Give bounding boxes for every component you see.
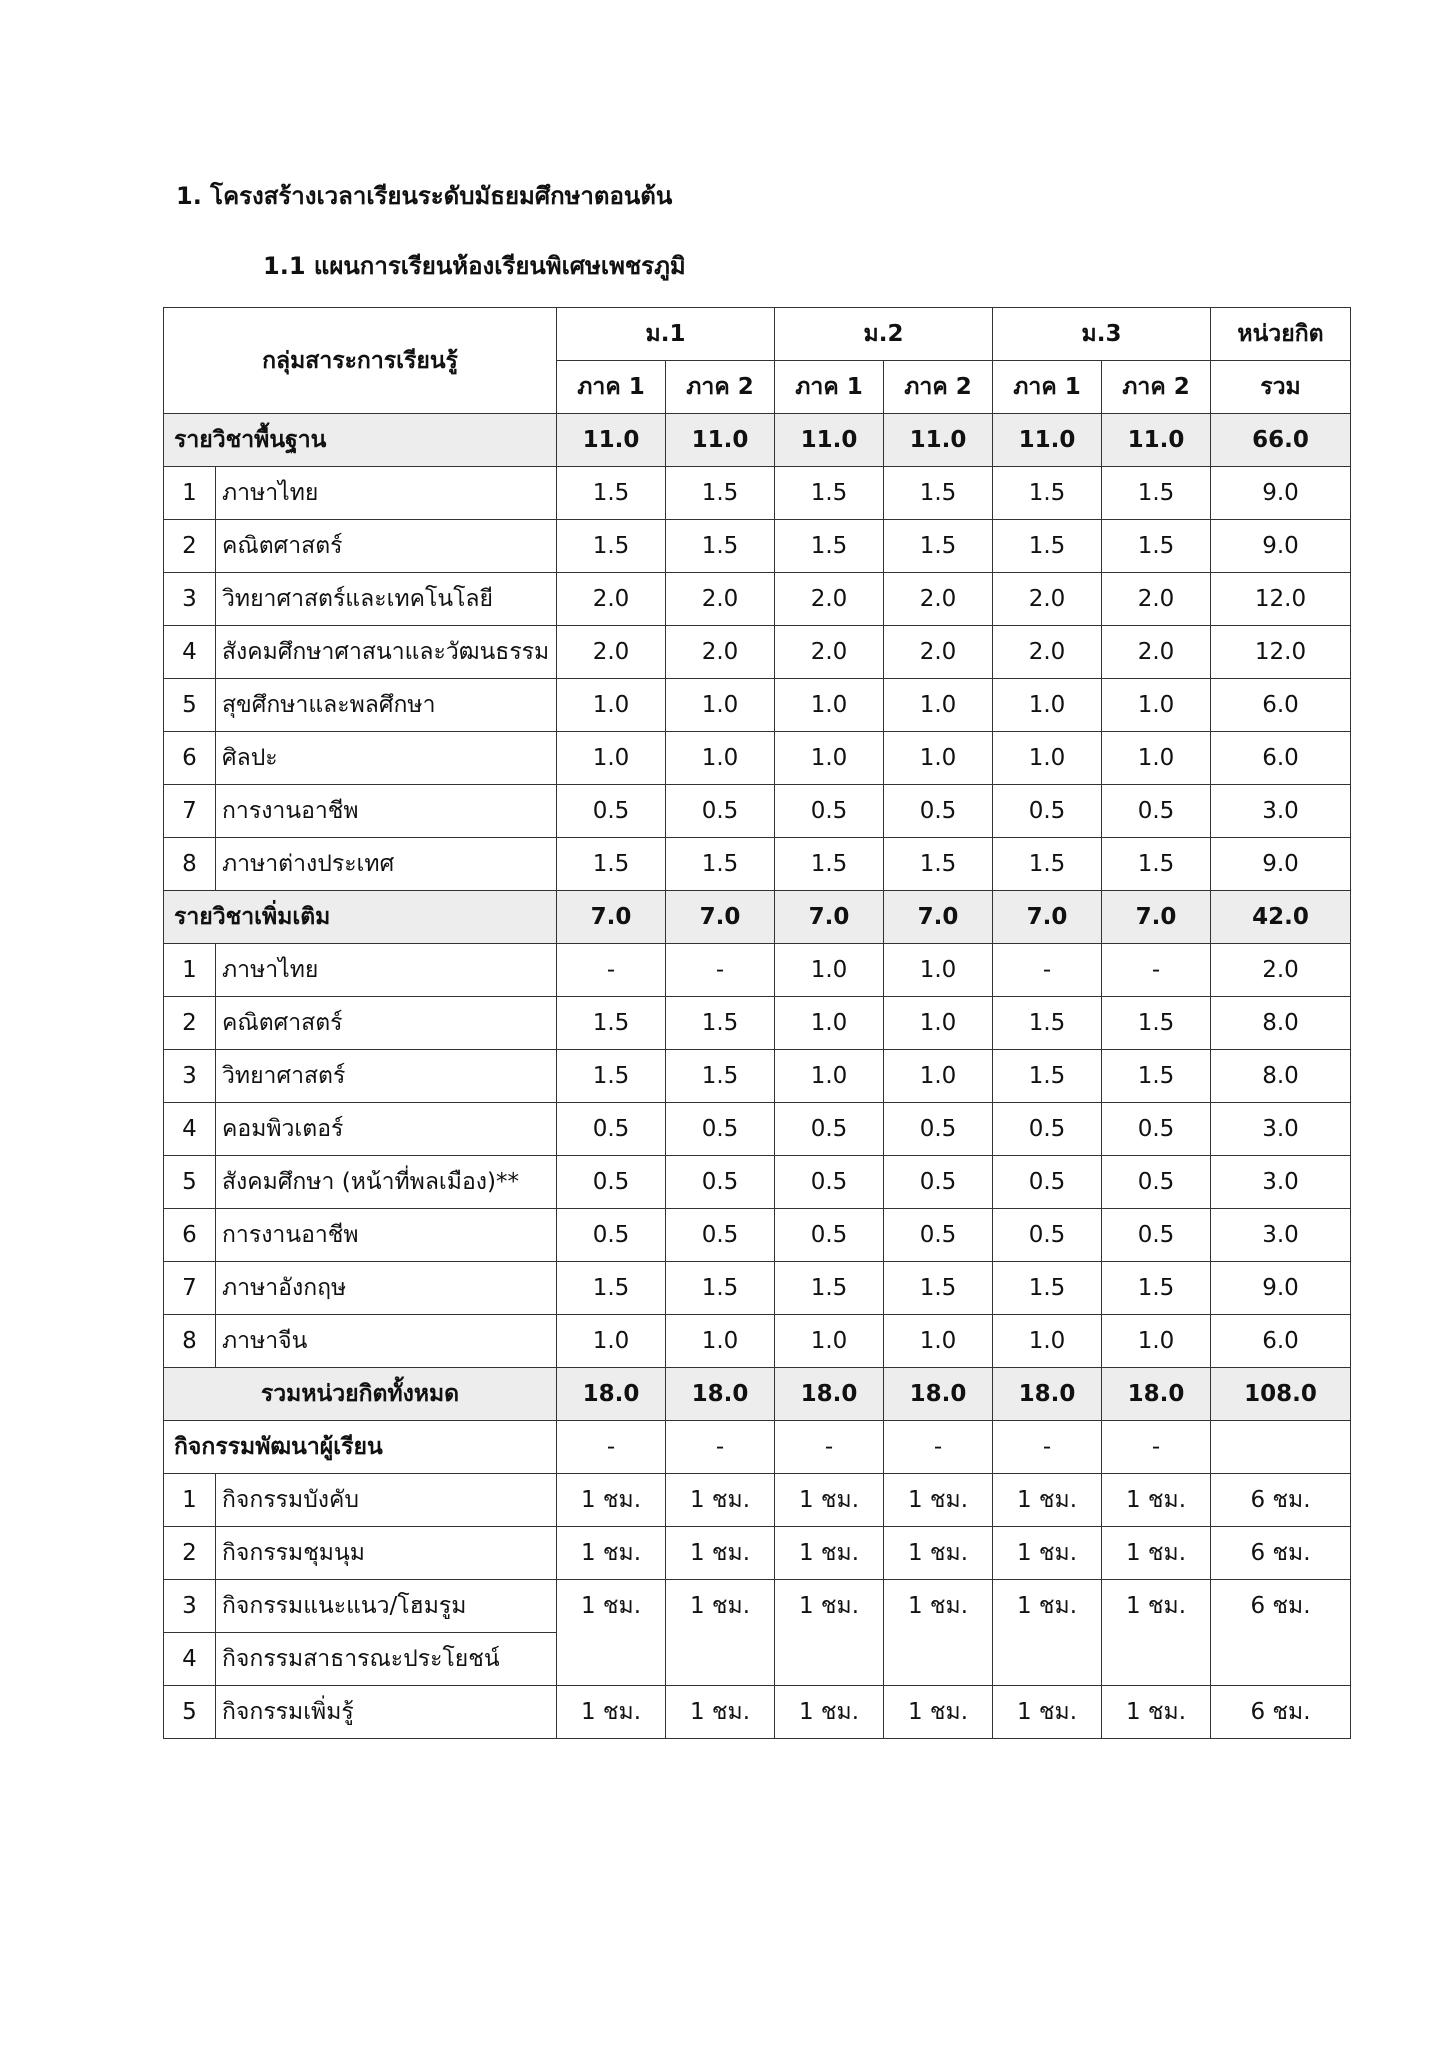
credit-cell: 6 ชม. [1211, 1527, 1351, 1580]
activities-row [164, 1421, 1351, 1474]
subsection-heading: 1.1 แผนการเรียนห้องเรียนพิเศษเพชรภูมิ [263, 252, 686, 280]
credit-cell: 1.0 [993, 679, 1102, 732]
row-number: 5 [164, 679, 216, 732]
credit-cell: 1.0 [884, 1315, 993, 1368]
credit-cell: 0.5 [1102, 785, 1211, 838]
subject-name: ภาษาไทย [216, 944, 557, 997]
row-number: 3 [164, 1050, 216, 1103]
table-row [164, 679, 1351, 732]
credit-cell: 1.5 [775, 1262, 884, 1315]
credit-cell: 11.0 [557, 414, 666, 467]
credit-cell: - [666, 1421, 775, 1474]
credit-cell: 1.0 [775, 1050, 884, 1103]
row-number: 2 [164, 997, 216, 1050]
credit-cell: 1.5 [884, 838, 993, 891]
credit-cell: 11.0 [993, 414, 1102, 467]
credit-cell: 11.0 [884, 414, 993, 467]
row-number: 6 [164, 732, 216, 785]
credit-cell: 1.0 [666, 732, 775, 785]
credit-cell: 2.0 [993, 573, 1102, 626]
row-number: 1 [164, 944, 216, 997]
credit-cell: 1.5 [666, 838, 775, 891]
credit-cell: 1.0 [993, 1315, 1102, 1368]
table-row [164, 732, 1351, 785]
credit-cell: 1.0 [557, 732, 666, 785]
credit-cell: 7.0 [666, 891, 775, 944]
subject-name: ภาษาอังกฤษ [216, 1262, 557, 1315]
credit-cell: 1 ชม. [884, 1527, 993, 1580]
credit-cell: 0.5 [666, 785, 775, 838]
credit-cell: 0.5 [557, 1156, 666, 1209]
credit-cell: 1.0 [884, 944, 993, 997]
credit-cell: 66.0 [1211, 414, 1351, 467]
credit-cell: 1.0 [775, 944, 884, 997]
credit-cell: 0.5 [1102, 1156, 1211, 1209]
table-row [164, 1209, 1351, 1262]
credit-cell: 1.5 [775, 467, 884, 520]
credit-cell: 1.5 [666, 520, 775, 573]
credit-cell: 1 ชม. [993, 1527, 1102, 1580]
credit-cell: 1.5 [993, 838, 1102, 891]
row-number: 4 [164, 1103, 216, 1156]
credit-cell: - [557, 1421, 666, 1474]
credit-cell: 6.0 [1211, 1315, 1351, 1368]
credit-cell: 9.0 [1211, 467, 1351, 520]
row-number: 7 [164, 785, 216, 838]
credit-cell: 1.5 [666, 467, 775, 520]
curriculum-table [163, 307, 1351, 1739]
credit-cell: 1.0 [775, 732, 884, 785]
credit-cell: 108.0 [1211, 1368, 1351, 1421]
credit-cell: - [557, 944, 666, 997]
table-row [164, 573, 1351, 626]
credit-cell: 18.0 [666, 1368, 775, 1421]
credit-cell: 0.5 [884, 1156, 993, 1209]
credit-cell: 1 ชม. [775, 1474, 884, 1527]
credit-cell: 1.0 [775, 679, 884, 732]
subject-name: กิจกรรมเพิ่มรู้ [216, 1686, 557, 1739]
credit-cell: 12.0 [1211, 573, 1351, 626]
credit-cell: 1.5 [1102, 838, 1211, 891]
credit-cell: 0.5 [993, 1209, 1102, 1262]
subject-name: สังคมศึกษา (หน้าที่พลเมือง)** [216, 1156, 557, 1209]
term-header: ภาค 1 [557, 361, 666, 414]
section-heading: 1. โครงสร้างเวลาเรียนระดับมัธยมศึกษาตอนต้น [176, 182, 673, 210]
credit-cell: 7.0 [1102, 891, 1211, 944]
credit-cell: 2.0 [1102, 573, 1211, 626]
credit-cell: 1.5 [557, 997, 666, 1050]
credit-cell: 9.0 [1211, 520, 1351, 573]
credit-cell: - [775, 1421, 884, 1474]
grade-header: ม.1 [557, 308, 775, 361]
credit-cell: 1.0 [884, 1050, 993, 1103]
table-row [164, 838, 1351, 891]
credit-cell: 2.0 [557, 573, 666, 626]
credit-cell: 2.0 [993, 626, 1102, 679]
credit-cell: - [993, 1421, 1102, 1474]
subject-name: ภาษาจีน [216, 1315, 557, 1368]
section-label: กิจกรรมพัฒนาผู้เรียน [164, 1421, 557, 1474]
credit-cell: 1 ชม. [666, 1474, 775, 1527]
credit-cell: 1.5 [666, 1262, 775, 1315]
credit-cell: 1 ชม. [557, 1527, 666, 1580]
basic-subjects-row [164, 414, 1351, 467]
table-row [164, 1580, 1351, 1633]
credit-cell [1211, 1421, 1351, 1474]
credit-cell: 1.0 [1102, 679, 1211, 732]
credit-cell: 1.5 [884, 467, 993, 520]
credit-cell: - [1102, 944, 1211, 997]
row-number: 2 [164, 520, 216, 573]
credit-cell: 7.0 [884, 891, 993, 944]
credit-cell: 18.0 [557, 1368, 666, 1421]
curriculum-table-body [164, 308, 1351, 1739]
credit-cell: - [666, 944, 775, 997]
credit-cell: 1 ชม. [1102, 1580, 1211, 1686]
subject-name: ภาษาไทย [216, 467, 557, 520]
credit-cell: 1.5 [993, 997, 1102, 1050]
credit-cell: 1.5 [557, 520, 666, 573]
table-row [164, 1103, 1351, 1156]
credit-cell: 1.0 [1102, 1315, 1211, 1368]
credit-cell: 0.5 [666, 1209, 775, 1262]
credit-cell: 3.0 [1211, 785, 1351, 838]
total-credit-header-line1: หน่วยกิต [1211, 308, 1351, 361]
credit-cell: 1 ชม. [775, 1580, 884, 1686]
credit-cell: 1.5 [775, 838, 884, 891]
credit-cell: 1.0 [1102, 732, 1211, 785]
credit-cell: 2.0 [666, 626, 775, 679]
row-number: 3 [164, 1580, 216, 1633]
credit-cell: 3.0 [1211, 1156, 1351, 1209]
subject-name: กิจกรรมชุมนุม [216, 1527, 557, 1580]
credit-cell: 1.5 [993, 467, 1102, 520]
subject-name: การงานอาชีพ [216, 1209, 557, 1262]
credit-cell: 2.0 [884, 626, 993, 679]
grade-header: ม.3 [993, 308, 1211, 361]
credit-cell: 1 ชม. [666, 1527, 775, 1580]
credit-cell: 1.0 [993, 732, 1102, 785]
table-row [164, 1050, 1351, 1103]
table-row [164, 1156, 1351, 1209]
term-header: ภาค 1 [993, 361, 1102, 414]
credit-cell: 0.5 [775, 1103, 884, 1156]
credit-cell: 6 ชม. [1211, 1580, 1351, 1686]
credit-cell: 1.5 [1102, 997, 1211, 1050]
credit-cell: 11.0 [1102, 414, 1211, 467]
credit-cell: 0.5 [666, 1103, 775, 1156]
credit-cell: 0.5 [884, 1209, 993, 1262]
credit-cell: 2.0 [666, 573, 775, 626]
credit-cell: 18.0 [775, 1368, 884, 1421]
credit-cell: 1 ชม. [666, 1686, 775, 1739]
credit-cell: 1 ชม. [884, 1686, 993, 1739]
credit-cell: 11.0 [775, 414, 884, 467]
credit-cell: 1.0 [666, 679, 775, 732]
credit-cell: 0.5 [557, 1103, 666, 1156]
credit-cell: 1 ชม. [557, 1474, 666, 1527]
table-row [164, 626, 1351, 679]
credit-cell: - [993, 944, 1102, 997]
credit-cell: 1.5 [775, 520, 884, 573]
credit-cell: 1 ชม. [1102, 1686, 1211, 1739]
subject-name: คณิตศาสตร์ [216, 997, 557, 1050]
credit-cell: - [884, 1421, 993, 1474]
credit-cell: 18.0 [993, 1368, 1102, 1421]
credit-cell: 1.5 [666, 1050, 775, 1103]
credit-cell: 1.5 [1102, 467, 1211, 520]
credit-cell: 1 ชม. [1102, 1527, 1211, 1580]
subject-name: กิจกรรมแนะแนว/โฮมรูม [216, 1580, 557, 1633]
credit-cell: 0.5 [884, 1103, 993, 1156]
row-number: 5 [164, 1686, 216, 1739]
credit-cell: 11.0 [666, 414, 775, 467]
term-header: ภาค 1 [775, 361, 884, 414]
total-credits-row [164, 1368, 1351, 1421]
row-number: 4 [164, 626, 216, 679]
credit-cell: 0.5 [775, 785, 884, 838]
credit-cell: 1.5 [993, 520, 1102, 573]
subject-name: คณิตศาสตร์ [216, 520, 557, 573]
credit-cell: 1.0 [884, 997, 993, 1050]
credit-cell: 1.5 [557, 838, 666, 891]
term-header: ภาค 2 [1102, 361, 1211, 414]
credit-cell: 8.0 [1211, 997, 1351, 1050]
credit-cell: 2.0 [884, 573, 993, 626]
table-row [164, 944, 1351, 997]
credit-cell: 7.0 [993, 891, 1102, 944]
table-row [164, 997, 1351, 1050]
credit-cell: 1 ชม. [775, 1527, 884, 1580]
credit-cell: 1.0 [666, 1315, 775, 1368]
credit-cell: 1 ชม. [557, 1686, 666, 1739]
credit-cell: 1.5 [884, 520, 993, 573]
credit-cell: 7.0 [775, 891, 884, 944]
subject-name: ศิลปะ [216, 732, 557, 785]
row-number: 1 [164, 467, 216, 520]
credit-cell: 1.5 [993, 1262, 1102, 1315]
section-label: รวมหน่วยกิตทั้งหมด [164, 1368, 557, 1421]
credit-cell: 3.0 [1211, 1209, 1351, 1262]
credit-cell: 6.0 [1211, 732, 1351, 785]
credit-cell: 1 ชม. [884, 1580, 993, 1686]
credit-cell: 2.0 [775, 573, 884, 626]
credit-cell: 1.0 [884, 679, 993, 732]
credit-cell: 1 ชม. [666, 1580, 775, 1686]
header-row-grades [164, 308, 1351, 361]
table-row [164, 1686, 1351, 1739]
total-credit-header-line2: รวม [1211, 361, 1351, 414]
table-row [164, 467, 1351, 520]
credit-cell: 1.5 [884, 1262, 993, 1315]
credit-cell: 8.0 [1211, 1050, 1351, 1103]
credit-cell: 1.0 [775, 1315, 884, 1368]
credit-cell: 9.0 [1211, 1262, 1351, 1315]
subject-name: กิจกรรมบังคับ [216, 1474, 557, 1527]
grade-header: ม.2 [775, 308, 993, 361]
credit-cell: 18.0 [884, 1368, 993, 1421]
credit-cell: 1.5 [557, 467, 666, 520]
additional-subjects-row [164, 891, 1351, 944]
row-number: 2 [164, 1527, 216, 1580]
row-number: 6 [164, 1209, 216, 1262]
credit-cell: 0.5 [1102, 1103, 1211, 1156]
credit-cell: 1 ชม. [775, 1686, 884, 1739]
credit-cell: 1.0 [884, 732, 993, 785]
table-row [164, 785, 1351, 838]
term-header: ภาค 2 [884, 361, 993, 414]
credit-cell: 12.0 [1211, 626, 1351, 679]
credit-cell: 1 ชม. [557, 1580, 666, 1686]
row-number: 5 [164, 1156, 216, 1209]
credit-cell: 9.0 [1211, 838, 1351, 891]
credit-cell: 42.0 [1211, 891, 1351, 944]
subject-name: วิทยาศาสตร์และเทคโนโลยี [216, 573, 557, 626]
credit-cell: 0.5 [884, 785, 993, 838]
row-number: 8 [164, 1315, 216, 1368]
row-number: 7 [164, 1262, 216, 1315]
credit-cell: 0.5 [557, 1209, 666, 1262]
credit-cell: 0.5 [775, 1209, 884, 1262]
row-number: 8 [164, 838, 216, 891]
credit-cell: 2.0 [775, 626, 884, 679]
credit-cell: 1 ชม. [884, 1474, 993, 1527]
section-label: รายวิชาเพิ่มเติม [164, 891, 557, 944]
credit-cell: 0.5 [993, 1156, 1102, 1209]
credit-cell: 6.0 [1211, 679, 1351, 732]
credit-cell: 18.0 [1102, 1368, 1211, 1421]
subject-name: การงานอาชีพ [216, 785, 557, 838]
credit-cell: 6 ชม. [1211, 1686, 1351, 1739]
credit-cell: 0.5 [666, 1156, 775, 1209]
credit-cell: 2.0 [1211, 944, 1351, 997]
row-number: 1 [164, 1474, 216, 1527]
section-label: รายวิชาพื้นฐาน [164, 414, 557, 467]
credit-cell: 1 ชม. [1102, 1474, 1211, 1527]
credit-cell: 1.0 [557, 679, 666, 732]
table-row [164, 1315, 1351, 1368]
table-row [164, 1527, 1351, 1580]
credit-cell: 2.0 [1102, 626, 1211, 679]
credit-cell: 1 ชม. [993, 1686, 1102, 1739]
credit-cell: 1 ชม. [993, 1580, 1102, 1686]
credit-cell: - [1102, 1421, 1211, 1474]
credit-cell: 0.5 [993, 1103, 1102, 1156]
subject-name: วิทยาศาสตร์ [216, 1050, 557, 1103]
credit-cell: 1.0 [775, 997, 884, 1050]
subject-name: สุขศึกษาและพลศึกษา [216, 679, 557, 732]
credit-cell: 1.5 [666, 997, 775, 1050]
credit-cell: 0.5 [993, 785, 1102, 838]
table-row [164, 1262, 1351, 1315]
credit-cell: 0.5 [1102, 1209, 1211, 1262]
credit-cell: 6 ชม. [1211, 1474, 1351, 1527]
subject-name: ภาษาต่างประเทศ [216, 838, 557, 891]
credit-cell: 1.5 [993, 1050, 1102, 1103]
credit-cell: 1.5 [557, 1262, 666, 1315]
credit-cell: 0.5 [557, 785, 666, 838]
credit-cell: 1 ชม. [993, 1474, 1102, 1527]
row-number: 3 [164, 573, 216, 626]
credit-cell: 2.0 [557, 626, 666, 679]
subject-name: คอมพิวเตอร์ [216, 1103, 557, 1156]
credit-cell: 1.5 [1102, 520, 1211, 573]
credit-cell: 0.5 [775, 1156, 884, 1209]
row-number: 4 [164, 1633, 216, 1686]
subject-name: กิจกรรมสาธารณะประโยชน์ [216, 1633, 557, 1686]
table-row [164, 520, 1351, 573]
subject-name: สังคมศึกษาศาสนาและวัฒนธรรม [216, 626, 557, 679]
credit-cell: 1.5 [1102, 1050, 1211, 1103]
table-row [164, 1474, 1351, 1527]
credit-cell: 7.0 [557, 891, 666, 944]
term-header: ภาค 2 [666, 361, 775, 414]
credit-cell: 1.5 [1102, 1262, 1211, 1315]
group-header: กลุ่มสาระการเรียนรู้ [164, 308, 557, 414]
credit-cell: 1.5 [557, 1050, 666, 1103]
credit-cell: 1.0 [557, 1315, 666, 1368]
credit-cell: 3.0 [1211, 1103, 1351, 1156]
